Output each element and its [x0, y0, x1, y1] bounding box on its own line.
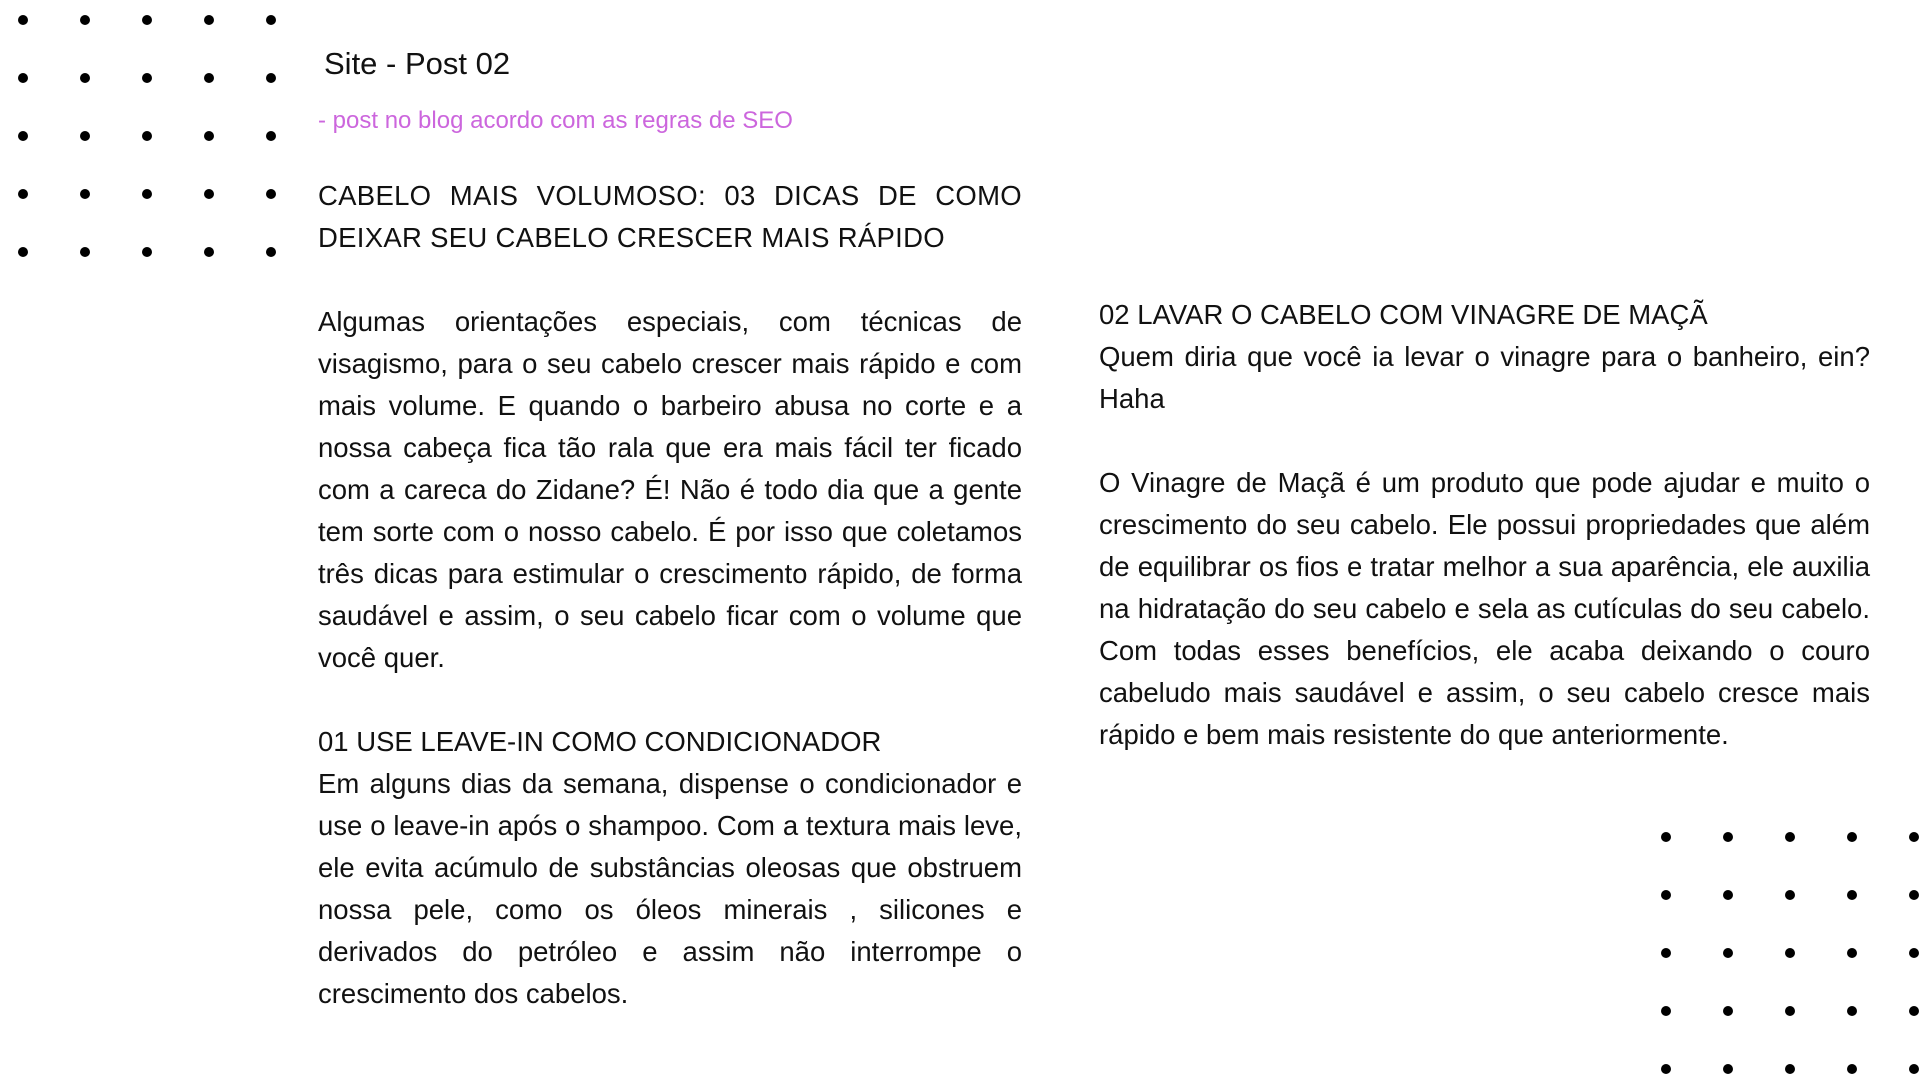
dot — [142, 15, 152, 25]
paragraph-gap — [318, 259, 1022, 301]
dot — [80, 73, 90, 83]
slide-title: Site - Post 02 — [324, 46, 511, 81]
dot — [1847, 1064, 1857, 1074]
dot — [18, 131, 28, 141]
dot — [1661, 948, 1671, 958]
dot — [1785, 948, 1795, 958]
dot — [1847, 1006, 1857, 1016]
dot — [266, 131, 276, 141]
dot — [1847, 948, 1857, 958]
dot — [1785, 1006, 1795, 1016]
dot — [80, 15, 90, 25]
dot — [266, 189, 276, 199]
dot — [204, 189, 214, 199]
dot — [18, 189, 28, 199]
dot — [1909, 890, 1919, 900]
left-column — [318, 175, 1022, 1015]
dot — [1785, 890, 1795, 900]
dot — [18, 15, 28, 25]
dot — [142, 189, 152, 199]
dot — [80, 131, 90, 141]
dot — [1847, 832, 1857, 842]
paragraph-gap — [1099, 420, 1870, 462]
dot — [142, 247, 152, 257]
dot — [204, 73, 214, 83]
dot — [1661, 890, 1671, 900]
dot — [1785, 832, 1795, 842]
dot — [1909, 1064, 1919, 1074]
dot — [1661, 832, 1671, 842]
article-intro: Algumas orientações especiais, com técnicas de visagismo, para o seu cabelo crescer mais rápido e com mais volume. E quando o barbeiro abusa no corte e a nossa cabeça fica tão rala que era mais fácil ter ficado com a careca do Zidane? É! Não é todo dia que a gente tem sorte com o nosso cabelo. É por isso que coletamos três dicas para estimular o crescimento rápido, de forma saudável e assim, o seu cabelo ficar com o volume que você quer. — [318, 306, 1022, 673]
dot — [1785, 1064, 1795, 1074]
dot — [1661, 1006, 1671, 1016]
dot — [1909, 832, 1919, 842]
dot — [1909, 1006, 1919, 1016]
dot — [18, 73, 28, 83]
slide-subtitle: - post no blog acordo com as regras de SEO — [318, 107, 793, 134]
dot — [1847, 890, 1857, 900]
paragraph-gap — [318, 679, 1022, 721]
dot — [1723, 1006, 1733, 1016]
tip-2-body: O Vinagre de Maçã é um produto que pode ajudar e muito o crescimento do seu cabelo. Ele possui propriedades que além de equilibrar os fios e tratar melhor a sua aparência, ele auxilia na hidratação do seu cabelo e sela as cutículas do seu cabelo. Com todas esses benefícios, ele acaba deixando o couro cabeludo mais saudável e assim, o seu cabelo cresce mais rápido e bem mais resistente do que anteriormente. — [1099, 467, 1870, 750]
tip-1-body: Em alguns dias da semana, dispense o condicionador e use o leave-in após o shampoo. Com a textura mais leve, ele evita acúmulo de substâncias oleosas que obstruem nossa pele, como os óleos minerais , silicones e derivados do petróleo e assim não interrompe o crescimento dos cabelos. — [318, 768, 1022, 1009]
right-column — [1099, 294, 1870, 756]
dot-pattern-bottom-right — [1661, 832, 1920, 1080]
dot — [266, 247, 276, 257]
dot — [1909, 948, 1919, 958]
dot — [266, 73, 276, 83]
dot — [1723, 832, 1733, 842]
article-headline: CABELO MAIS VOLUMOSO: 03 DICAS DE COMO DEIXAR SEU CABELO CRESCER MAIS RÁPIDO — [318, 180, 1022, 253]
dot — [1723, 1064, 1733, 1074]
tip-2-lead: Quem diria que você ia levar o vinagre para o banheiro, ein? Haha — [1099, 341, 1870, 414]
dot — [80, 247, 90, 257]
dot — [80, 189, 90, 199]
tip-1-heading: 01 USE LEAVE-IN COMO CONDICIONADOR — [318, 726, 882, 757]
dot — [266, 15, 276, 25]
dot — [1723, 948, 1733, 958]
dot — [204, 131, 214, 141]
dot — [142, 131, 152, 141]
dot-pattern-top-left — [18, 15, 328, 305]
dot — [204, 15, 214, 25]
dot — [204, 247, 214, 257]
dot — [18, 247, 28, 257]
dot — [1723, 890, 1733, 900]
dot — [142, 73, 152, 83]
dot — [1661, 1064, 1671, 1074]
tip-2-heading: 02 LAVAR O CABELO COM VINAGRE DE MAÇÃ — [1099, 299, 1708, 330]
